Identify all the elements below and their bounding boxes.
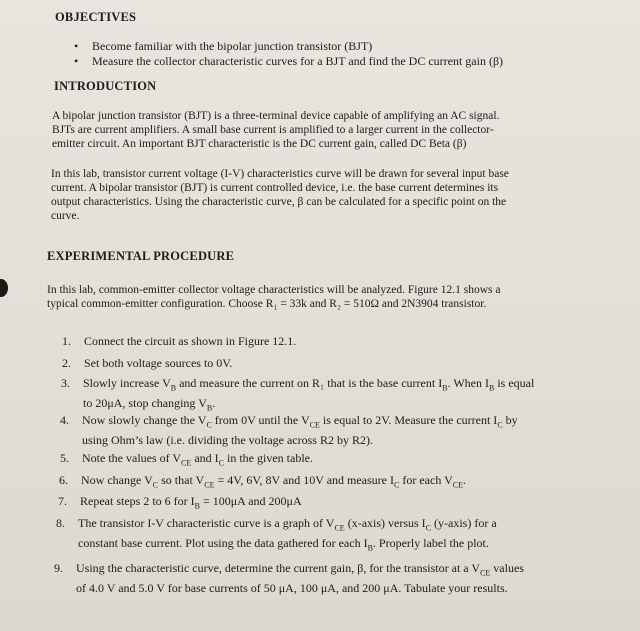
intro-p2-line-1: In this lab, transistor current voltage (I-V) characteristics curve will be drawn for several input base [51,168,509,180]
step-number: 3. [61,376,70,390]
introduction-paragraph-2 [51,167,509,223]
objective-bullet-1 [74,39,373,54]
procedure-step-3 [61,376,535,416]
step-number: 8. [56,516,65,530]
step-text-line: The transistor I-V characteristic curve is a graph of $V_{CE}$ (x-axis) versus $I_C$ (y-axis) for a [78,516,497,533]
step-text-line: Slowly increase $V_B$ and measure the current on R₁ that is the base current $I_B$. When $I_B$ is equal [83,376,535,393]
procedure-step-1 [62,334,297,349]
step-number: 5. [60,451,69,465]
intro-p2-line-2: current. A bipolar transistor (BJT) is current controlled device, i.e. the base current determines its [51,182,499,194]
introduction-paragraph-1 [52,109,499,151]
introduction-heading: INTRODUCTION [54,79,157,93]
step-text-line: Repeat steps 2 to 6 for $I_B = 100\mu A$ and 200μA [80,494,302,511]
step-number: 4. [60,413,69,427]
step-number: 7. [58,494,67,508]
procedure-step-4 [60,413,518,447]
objective-bullet-2 [74,54,504,69]
intro-p2-line-3: output characteristics. Using the characteristic curve, β can be calculated for a specific point on the [51,196,507,208]
intro-p1-line-1: A bipolar junction transistor (BJT) is a three-terminal device capable of amplifying an AC signal. [52,110,500,122]
procedure-step-8 [56,516,497,556]
step-number: 9. [54,561,63,575]
intro-p1-line-3: emitter circuit. An important BJT characteristic is the DC current gain, called DC Beta (β) [52,138,467,150]
intro-p2-line-4: curve. [51,210,80,222]
bullet-dot-2: • [74,54,79,68]
procedure-step-2 [62,356,233,371]
step-text-line: of 4.0 V and 5.0 V for base currents of 50 μA, 100 μA, and 200 μA. Tabulate your results. [76,580,508,595]
step-text-line: Set both voltage sources to 0V. [84,356,233,370]
procedure-intro-line-1: In this lab, common-emitter collector voltage characteristics will be analyzed. Figure 12.1 shows a [47,284,501,296]
objective-text-1: Become familiar with the bipolar junction transistor (BJT) [92,39,373,53]
bullet-dot-1: • [74,39,79,53]
procedure-step-7 [58,494,302,514]
procedure-intro-line-2: typical common-emitter configuration. Choose R₁ = 33k and R₂ = 510Ω and 2N3904 transistor. [47,298,487,310]
step-number: 2. [62,356,71,370]
step-text-line: Note the values of $V_{CE}$ and $I_C$ in the given table. [82,451,313,468]
step-number: 6. [59,473,68,487]
intro-p1-line-2: BJTs are current amplifiers. A small base current is amplified to a larger current in the collector- [52,124,494,136]
step-text-line: Using the characteristic curve, determine the current gain, β, for the transistor at a $V_{CE}$ values [76,561,524,578]
procedure-step-5 [60,451,313,471]
procedure-step-9 [54,561,524,595]
step-text-line: constant base current. Plot using the data gathered for each $I_B$. Properly label the plot. [78,535,489,553]
objectives-heading: OBJECTIVES [55,10,137,24]
procedure-heading: EXPERIMENTAL PROCEDURE [47,249,235,263]
procedure-intro [47,283,500,311]
step-text-line: using Ohm’s law (i.e. dividing the voltage across R2 by R2). [82,432,373,447]
step-text-line: Connect the circuit as shown in Figure 12.1. [84,334,297,348]
step-number: 1. [62,334,71,348]
procedure-step-6 [59,473,466,493]
objective-text-2: Measure the collector characteristic curves for a BJT and find the DC current gain (β) [92,54,504,68]
step-text-line: Now change $V_C$ so that $V_{CE} = 4V$, 6V, 8V and 10V and measure $I_C$ for each $V_{CE}$. [81,473,466,490]
binder-hole [0,279,8,297]
step-text-line: to 20μA, stop changing $V_B$. [83,395,216,413]
step-text-line: Now slowly change the $V_C$ from 0V until the $V_{CE}$ is equal to 2V. Measure the current $I_C$ by [82,413,518,430]
